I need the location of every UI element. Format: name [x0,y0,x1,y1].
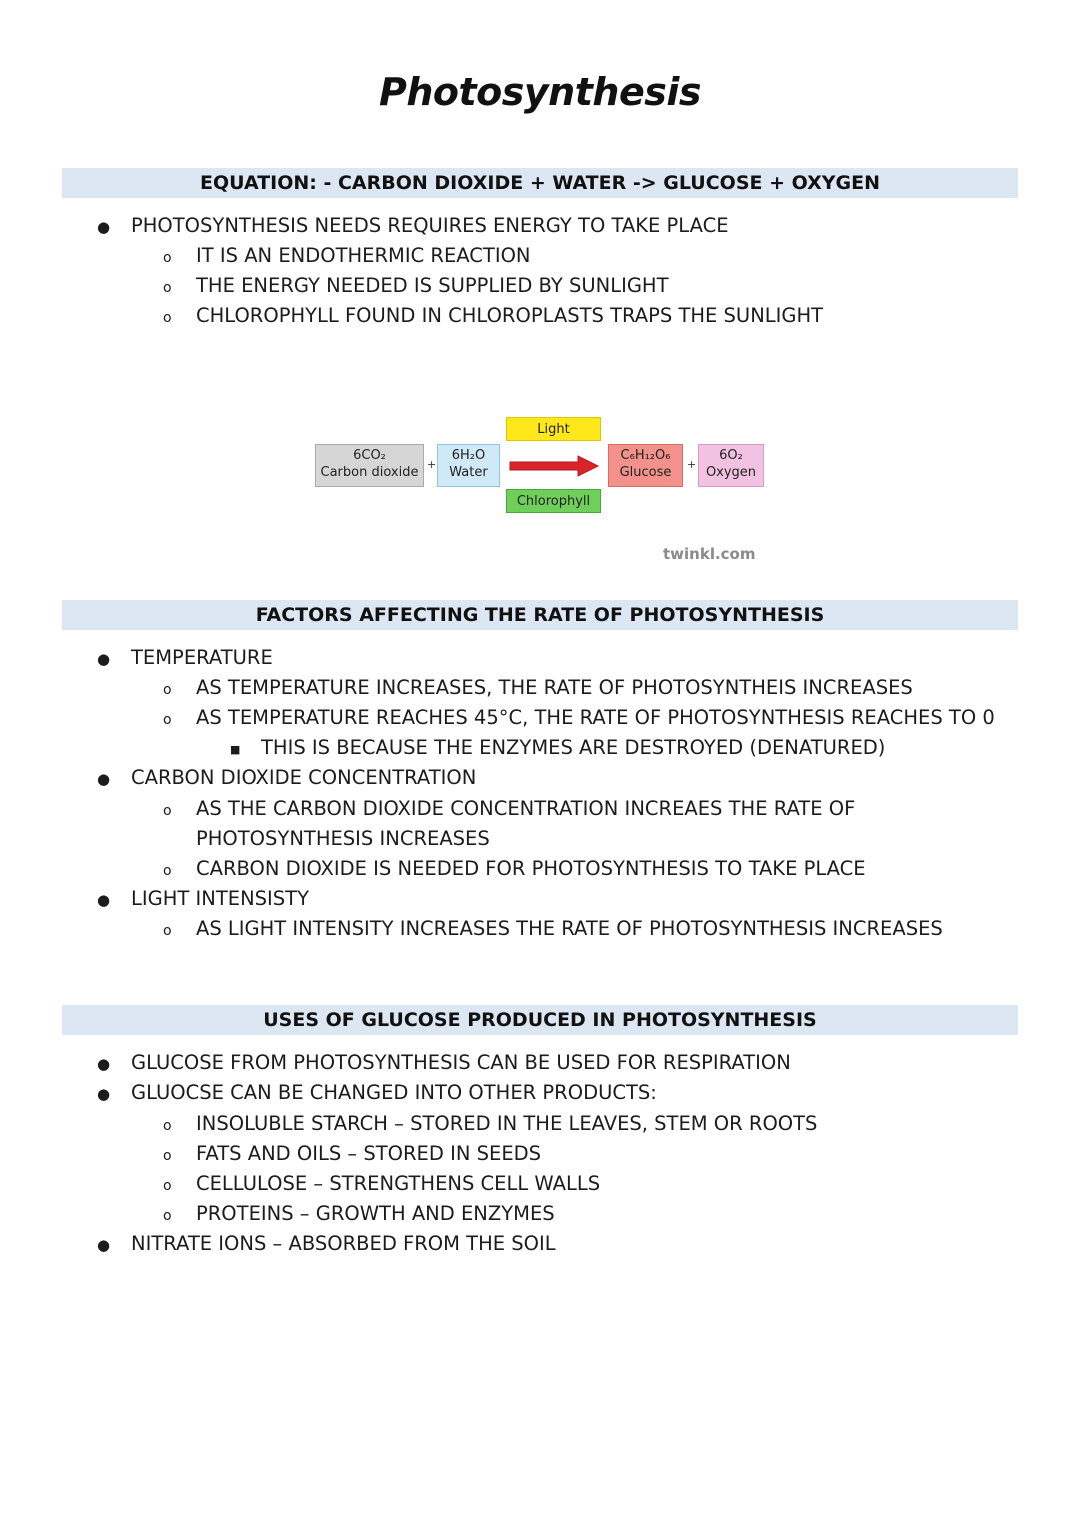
sub-item: INSOLUBLE STARCH – STORED IN THE LEAVES, STEM OR ROOTS [196,1112,818,1135]
respiration-bullet: GLUCOSE FROM PHOTOSYNTHESIS CAN BE USED FOR RESPIRATION [131,1051,791,1074]
equation-heading: EQUATION: - CARBON DIOXIDE + WATER -> GLUCOSE + OXYGEN [62,168,1018,198]
sub-item: CARBON DIOXIDE IS NEEDED FOR PHOTOSYNTHESIS TO TAKE PLACE [196,857,866,880]
sub-marker: o [163,1178,172,1194]
co2-formula: 6CO₂ [353,448,386,463]
sub-item: THE ENERGY NEEDED IS SUPPLIED BY SUNLIGHT [196,274,669,297]
water-name: Water [449,465,488,480]
co2-name: Carbon dioxide [320,465,419,480]
reaction-arrow-icon [508,454,602,478]
light-bullet: LIGHT INTENSISTY [131,887,309,910]
bullet-marker: ● [97,218,111,236]
sub-marker: o [163,1148,172,1164]
sub-marker: o [163,863,172,879]
image-credit: twinkl.com [663,545,756,563]
sub-item: CHLOROPHYLL FOUND IN CHLOROPLASTS TRAPS THE SUNLIGHT [196,304,824,327]
energy-bullet: PHOTOSYNTHESIS NEEDS REQUIRES ENERGY TO TAKE PLACE [131,214,729,237]
bullet-marker: ● [97,770,111,788]
nitrate-bullet: NITRATE IONS – ABSORBED FROM THE SOIL [131,1232,556,1255]
water-formula: 6H₂O [451,448,486,463]
subsub-marker: ■ [230,743,241,756]
oxygen-box [698,444,764,487]
sub-marker: o [163,803,172,819]
light-label: Light [537,422,570,437]
products-bullet: GLUOCSE CAN BE CHANGED INTO OTHER PRODUCTS: [131,1081,657,1104]
bullet-marker: ● [97,650,111,668]
sub-marker: o [163,1208,172,1224]
sub-marker: o [163,280,172,296]
light-box [506,417,601,441]
sub-item: PROTEINS – GROWTH AND ENZYMES [196,1202,555,1225]
temperature-bullet: TEMPERATURE [131,646,273,669]
sub-marker: o [163,310,172,326]
glucose-box [608,444,683,487]
sub-marker: o [163,923,172,939]
chlorophyll-box [506,489,601,513]
sub-item: FATS AND OILS – STORED IN SEEDS [196,1142,542,1165]
chlorophyll-label: Chlorophyll [516,494,591,509]
oxygen-formula: 6O₂ [719,448,743,463]
sub-item: CELLULOSE – STRENGTHENS CELL WALLS [196,1172,601,1195]
sub-marker: o [163,682,172,698]
glucose-formula: C₆H₁₂O₆ [620,448,671,463]
subsub-item: THIS IS BECAUSE THE ENZYMES ARE DESTROYED (DENATURED) [261,736,886,759]
glucose-name: Glucose [619,465,672,480]
bullet-marker: ● [97,891,111,909]
sub-item: AS THE CARBON DIOXIDE CONCENTRATION INCREAES THE RATE OF [196,797,856,820]
sub-item: IT IS AN ENDOTHERMIC REACTION [196,244,531,267]
sub-marker: o [163,712,172,728]
water-box [437,444,500,487]
oxygen-name: Oxygen [705,465,757,480]
uses-heading: USES OF GLUCOSE PRODUCED IN PHOTOSYNTHESIS [62,1005,1018,1035]
co2-box [315,444,424,487]
plus-sign: + [687,458,697,471]
page-title: Photosynthesis [379,70,701,114]
plus-sign: + [427,458,437,471]
sub-item-continued: PHOTOSYNTHESIS INCREASES [196,827,490,850]
co2-bullet: CARBON DIOXIDE CONCENTRATION [131,766,477,789]
sub-item: AS TEMPERATURE INCREASES, THE RATE OF PHOTOSYNTHEIS INCREASES [196,676,913,699]
sub-marker: o [163,1118,172,1134]
sub-item: AS TEMPERATURE REACHES 45°C, THE RATE OF PHOTOSYNTHESIS REACHES TO 0 [196,706,995,729]
sub-marker: o [163,250,172,266]
sub-item: AS LIGHT INTENSITY INCREASES THE RATE OF PHOTOSYNTHESIS INCREASES [196,917,943,940]
bullet-marker: ● [97,1085,111,1103]
factors-heading: FACTORS AFFECTING THE RATE OF PHOTOSYNTHESIS [62,600,1018,630]
bullet-marker: ● [97,1236,111,1254]
bullet-marker: ● [97,1055,111,1073]
